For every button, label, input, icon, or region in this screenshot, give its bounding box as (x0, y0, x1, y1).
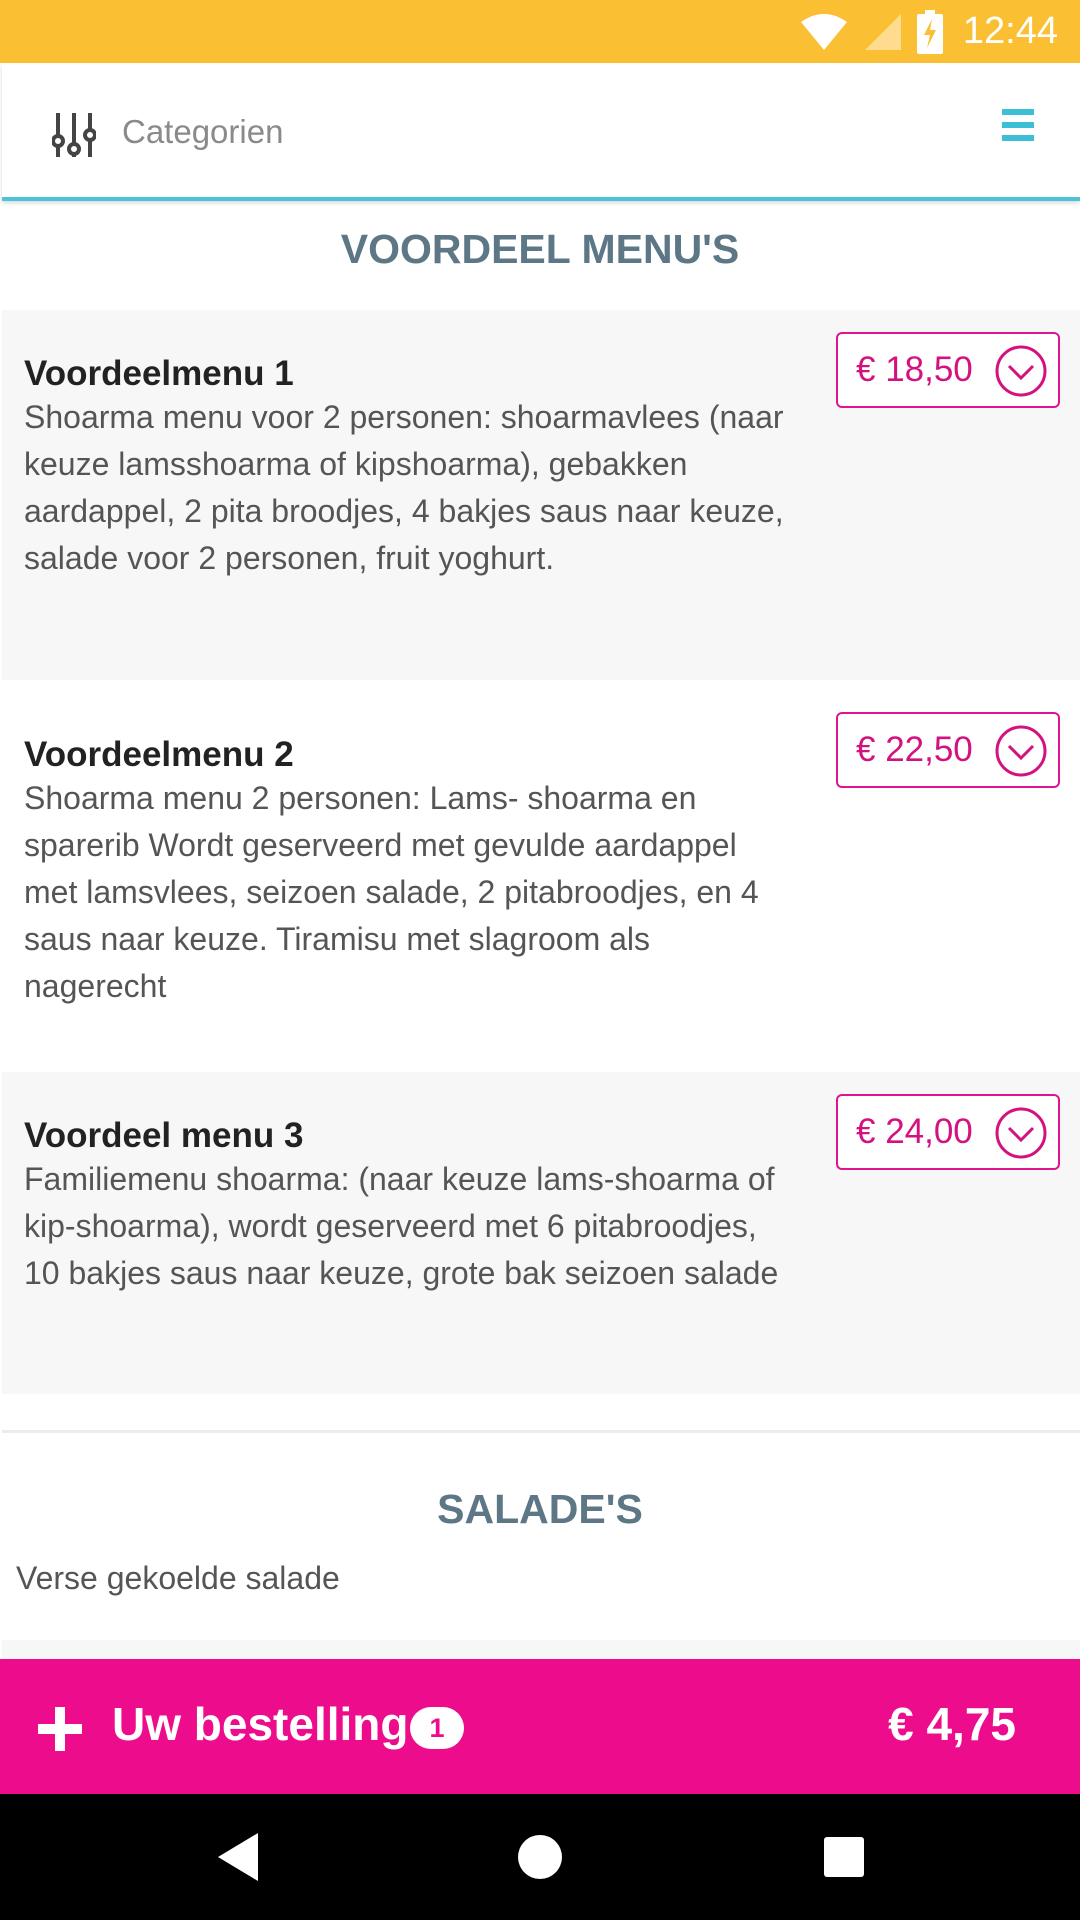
menu-item[interactable] (2, 310, 1080, 680)
filter-sliders-icon[interactable] (52, 111, 96, 159)
menu-item-name: Voordeel menu 3 (24, 1116, 304, 1155)
recents-square-icon[interactable] (814, 1827, 874, 1887)
status-icons (799, 0, 1058, 63)
wifi-icon (799, 12, 849, 52)
hamburger-menu-icon[interactable] (1000, 107, 1036, 143)
section-divider (2, 1430, 1080, 1433)
status-bar (0, 0, 1080, 63)
battery-charging-icon (917, 10, 943, 54)
section-title-salades: SALADE'S (437, 1486, 643, 1532)
price-label: € 18,50 (856, 350, 973, 389)
price-label: € 24,00 (856, 1112, 973, 1151)
section-subtitle: Verse gekoelde salade (16, 1560, 340, 1596)
price-button[interactable] (836, 1094, 1060, 1170)
status-clock: 12:44 (962, 10, 1058, 52)
price-button[interactable] (836, 712, 1060, 788)
menu-item-name: Voordeelmenu 1 (24, 354, 294, 393)
price-button[interactable] (836, 332, 1060, 408)
chevron-down-icon (994, 344, 1048, 398)
menu-item-description: Familiemenu shoarma: (naar keuze lams-shoarma of kip-shoarma), wordt geserveerd met 6 pitabroodjes, 10 bakjes saus naar keuze, grote bak seizoen salade (24, 1161, 779, 1291)
menu-item-description: Shoarma menu voor 2 personen: shoarmavlees (naar keuze lamsshoarma of kipshoarma), gebakken aardappel, 2 pita broodjes, 4 bakjes saus naar keuze, salade voor 2 personen, fruit yoghurt. (24, 399, 784, 576)
system-nav-bar (0, 1794, 1080, 1920)
signal-icon (863, 12, 903, 52)
next-item-peek (2, 1640, 1080, 1659)
chevron-down-icon (994, 1106, 1048, 1160)
plus-icon (38, 1707, 82, 1751)
chevron-down-icon (994, 724, 1048, 778)
home-circle-icon[interactable] (510, 1827, 570, 1887)
order-bar[interactable] (0, 1659, 1080, 1794)
category-header (2, 63, 1080, 201)
menu-item-description: Shoarma menu 2 personen: Lams- shoarma en sparerib Wordt geserveerd met gevulde aardappel met lamsvlees, seizoen salade, 2 pitabroodjes, en 4 saus naar keuze. Tiramisu met slagroom als nagerecht (24, 780, 759, 1004)
price-label: € 22,50 (856, 730, 973, 769)
back-triangle-icon[interactable] (210, 1827, 270, 1887)
section-title-voordeel: VOORDEEL MENU'S (340, 226, 740, 272)
order-total: € 4,75 (888, 1698, 1016, 1750)
menu-item-name: Voordeelmenu 2 (24, 735, 294, 774)
category-label[interactable]: Categorien (122, 113, 284, 150)
menu-item[interactable] (2, 1072, 1080, 1394)
order-label: Uw bestelling (112, 1698, 409, 1750)
order-count-badge: 1 (410, 1707, 464, 1749)
menu-item[interactable] (2, 680, 1080, 1072)
